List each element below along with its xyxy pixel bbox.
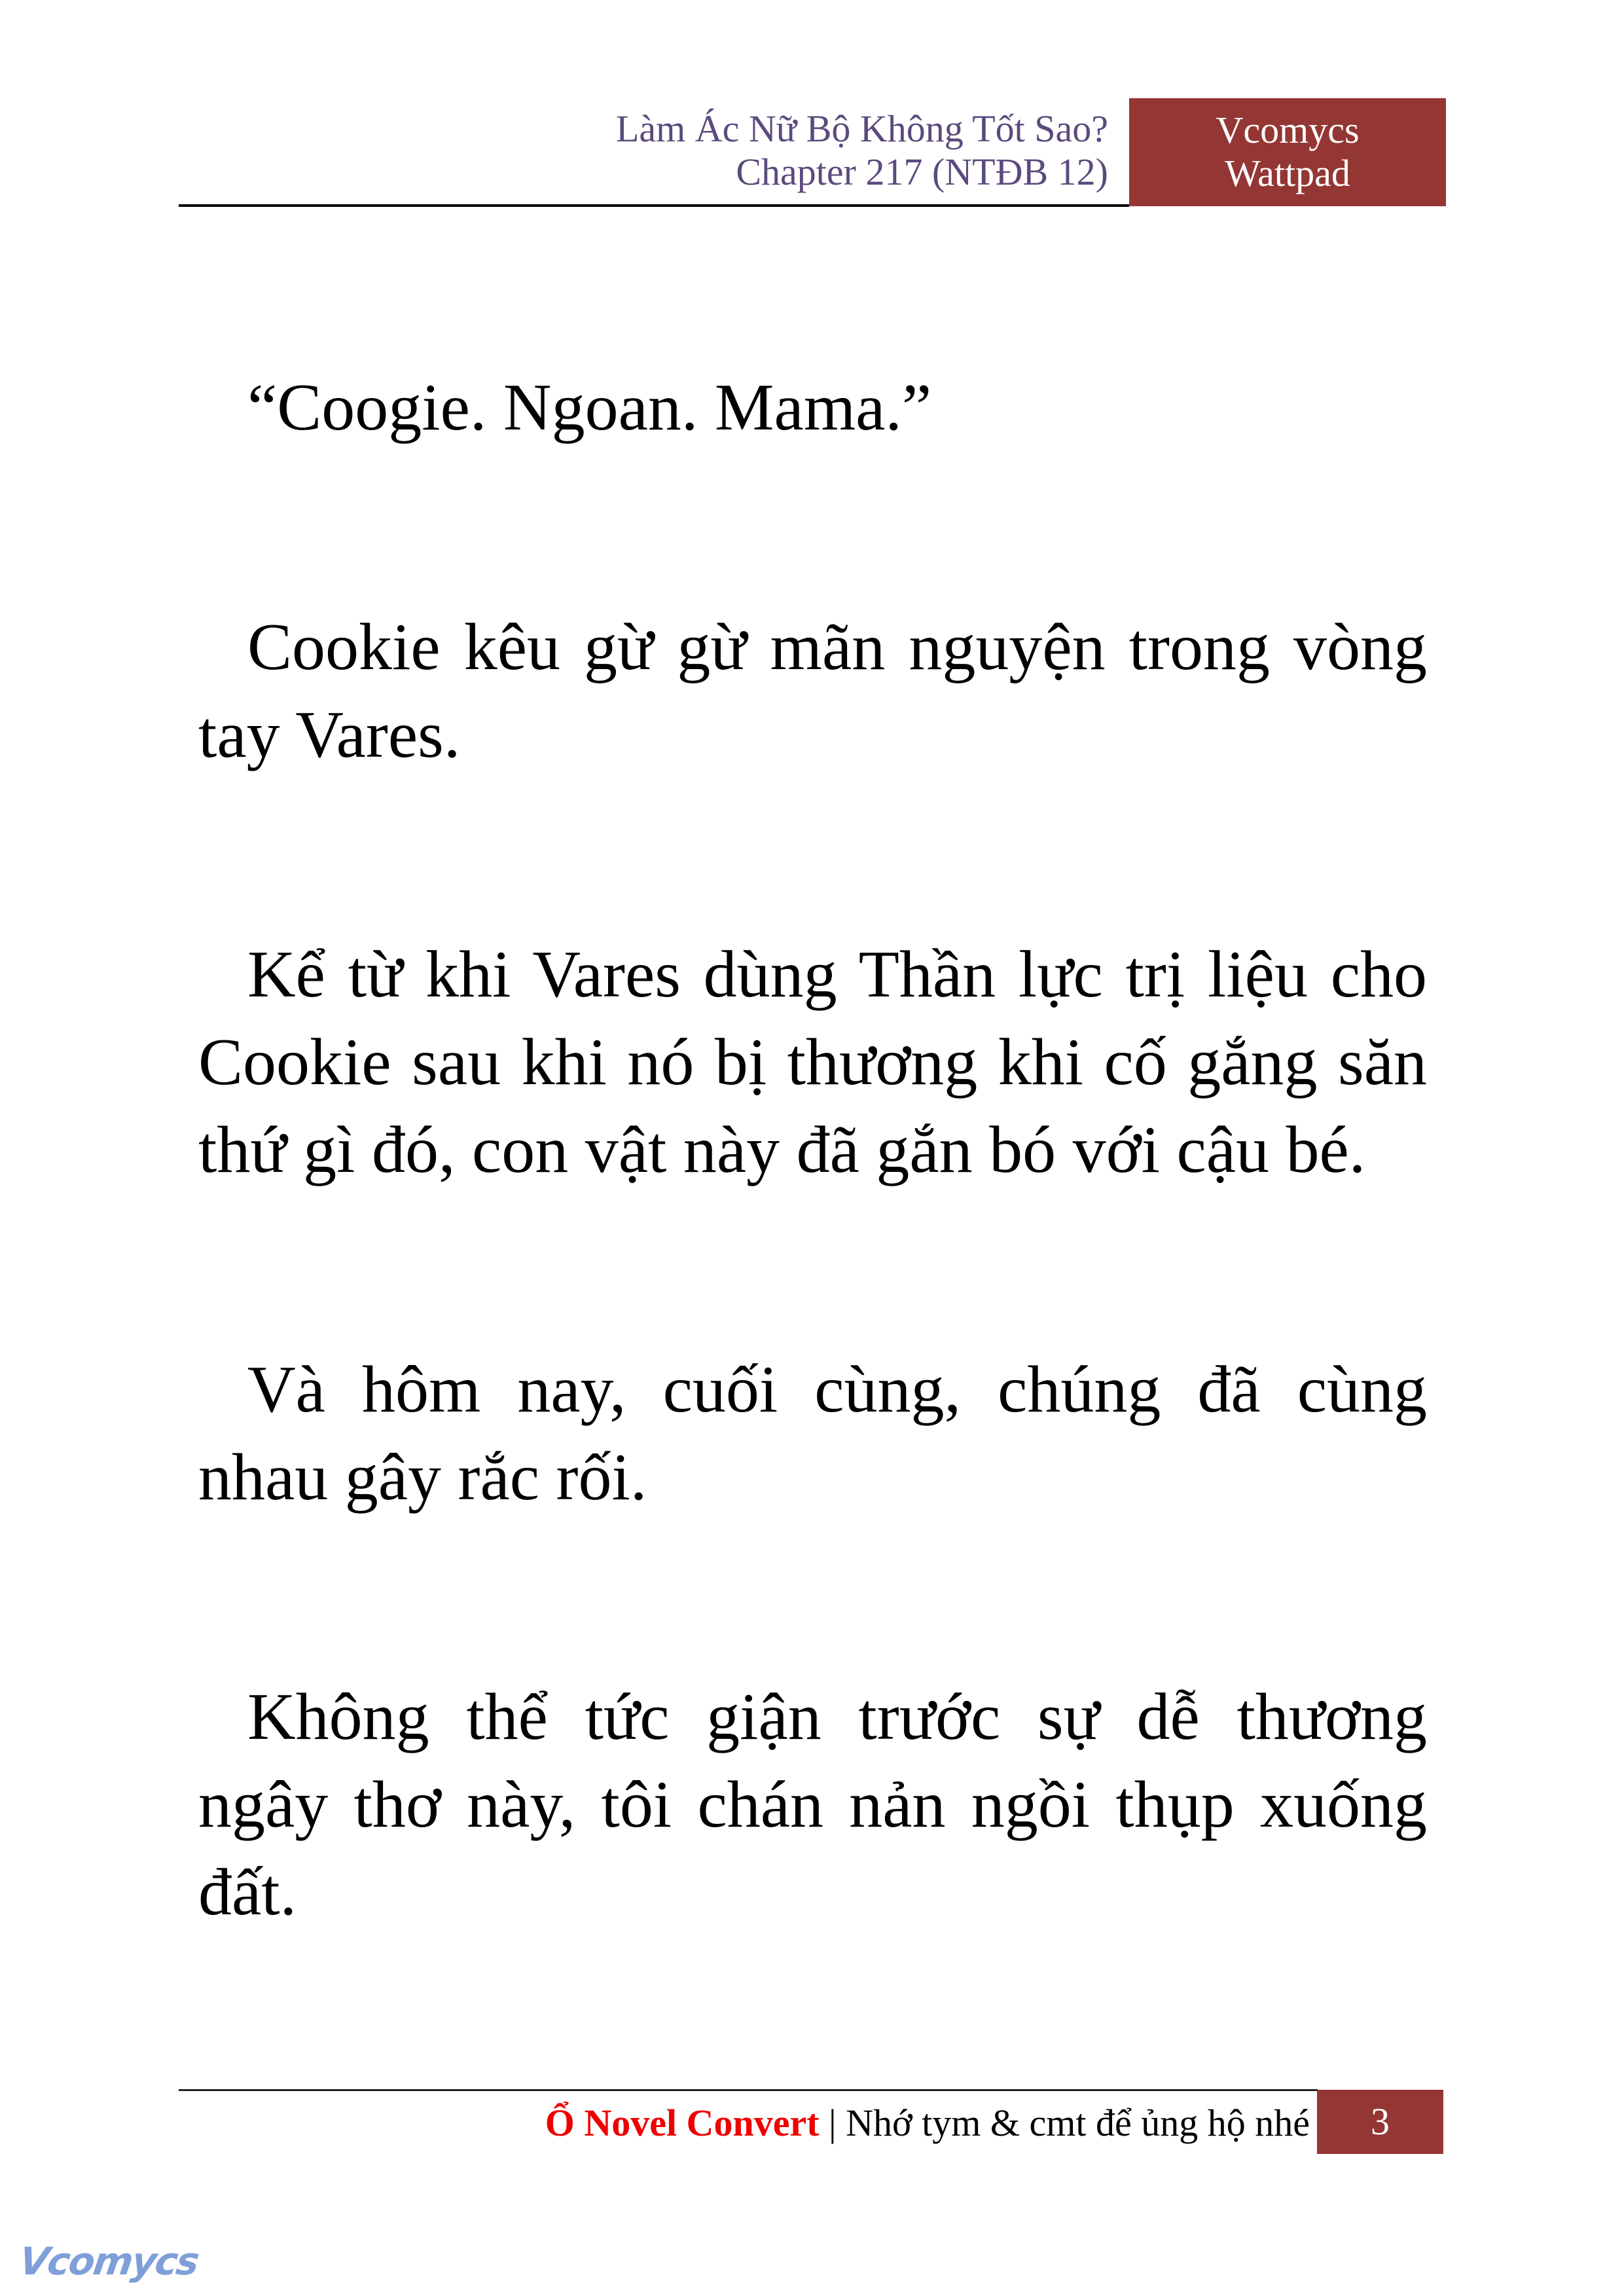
vcomycs-logo: Vcomycs (16, 2239, 202, 2284)
brand-badge (1129, 98, 1446, 206)
paragraph: Cookie kêu gừ gừ mãn nguyện trong vòng tay Vares. (198, 610, 1427, 772)
header-divider (179, 204, 1129, 207)
paragraph: Không thể tức giận trước sự dễ thương ngây thơ này, tôi chán nản ngồi thụp xuống đất. (198, 1680, 1427, 1929)
footer-divider (179, 2089, 1318, 2091)
footer-note (545, 2102, 1310, 2145)
brand-name: Vcomycs (1216, 109, 1360, 151)
chapter-label: Chapter 217 (NTĐB 12) (736, 151, 1108, 193)
book-title: Làm Ác Nữ Bộ Không Tốt Sao? (615, 107, 1108, 150)
paragraph: “Coogie. Ngoan. Mama.” (247, 371, 932, 445)
brand-platform: Wattpad (1225, 152, 1350, 194)
page-number: 3 (1317, 2090, 1443, 2154)
paragraph: Và hôm nay, cuối cùng, chúng đã cùng nhau gây rắc rối. (198, 1353, 1427, 1514)
chapter-body (198, 364, 1427, 1937)
footer-message: Nhớ tym & cmt để ủng hộ nhé (846, 2102, 1310, 2144)
footer-separator: | (819, 2102, 846, 2144)
paragraph: Kể từ khi Vares dùng Thần lực trị liệu cho Cookie sau khi nó bị thương khi cố gắng săn thứ gì đó, con vật này đã gắn bó với cậu bé. (198, 938, 1427, 1187)
footer-brand: Ổ Novel Convert (545, 2102, 820, 2144)
running-header (616, 107, 1108, 194)
